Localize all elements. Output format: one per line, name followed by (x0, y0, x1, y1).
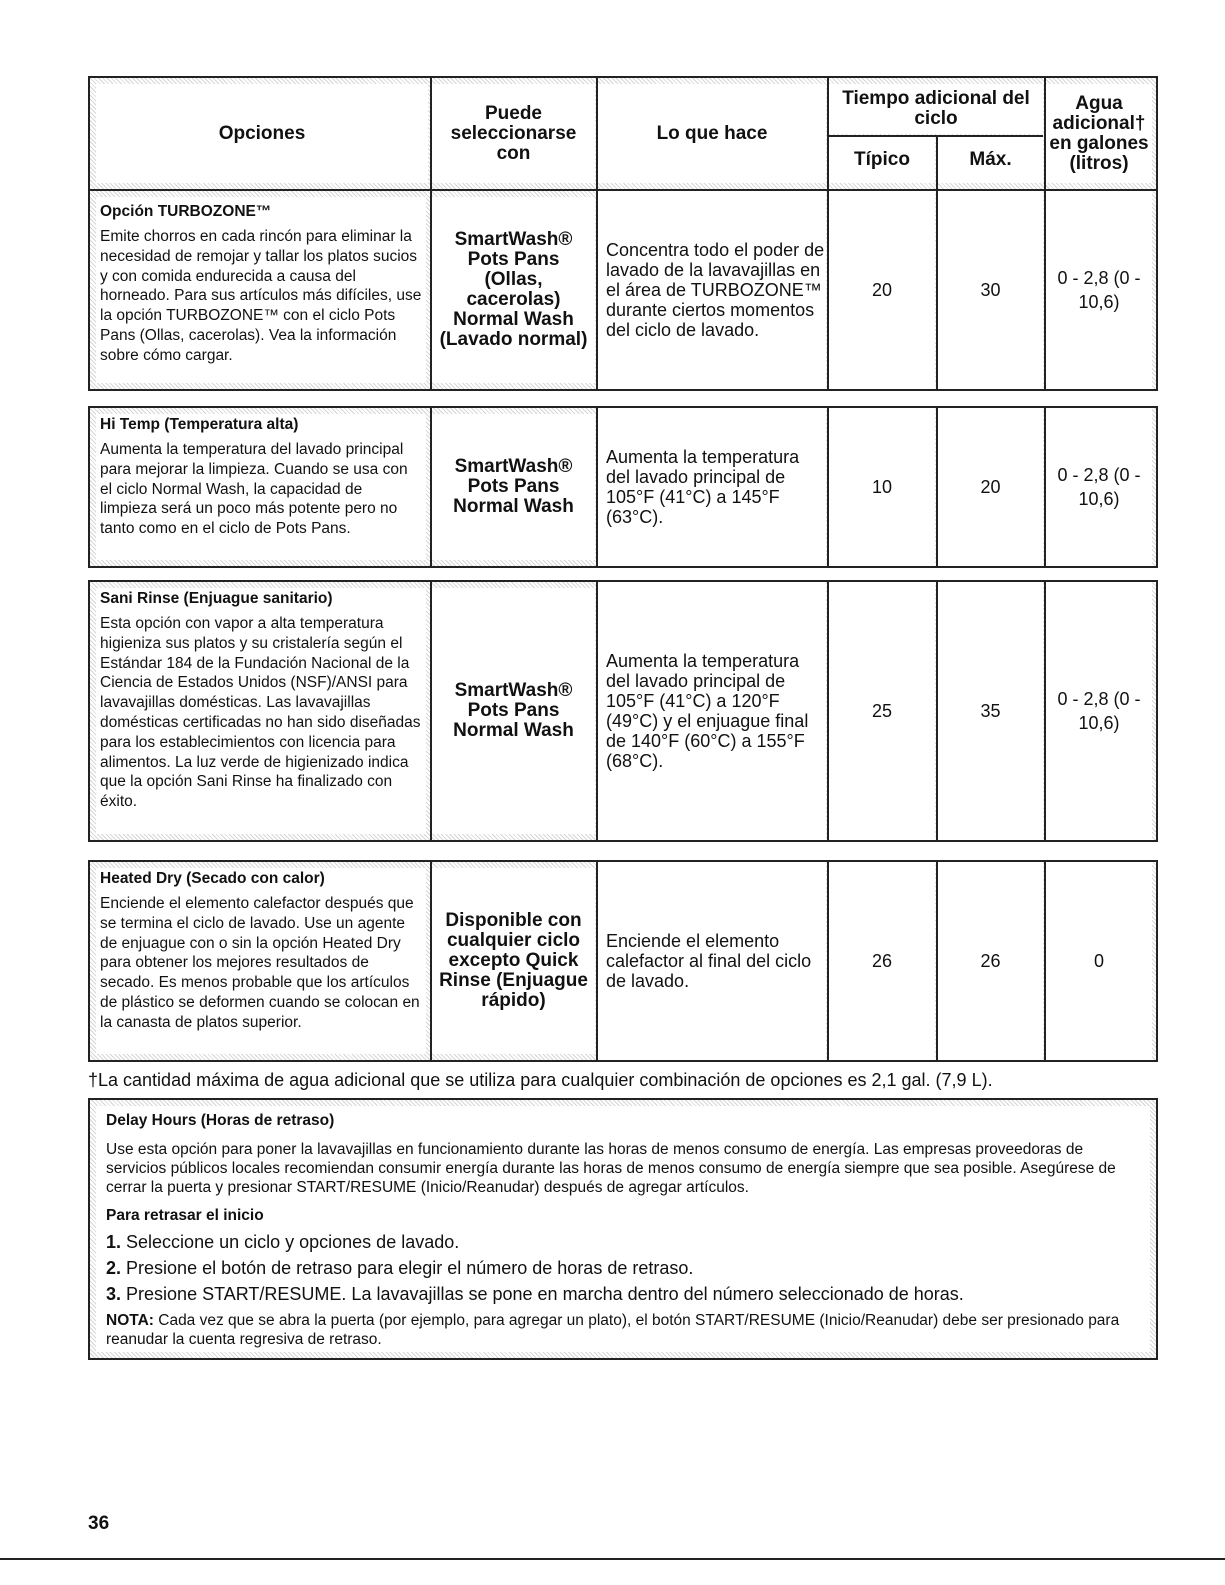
step-text: Presione el botón de retraso para elegir el número de horas de retraso. (126, 1258, 694, 1278)
delay-hours-title: Delay Hours (Horas de retraso) (106, 1112, 335, 1129)
header-options (96, 84, 428, 183)
option-description-cell (96, 197, 426, 383)
delay-start-subtitle: Para retrasar el inicio (106, 1207, 264, 1224)
selectable-with (432, 414, 595, 560)
header-time (829, 84, 1043, 134)
selectable-with-text: SmartWash® Pots Pans Normal Wash (453, 456, 574, 517)
option-row-hi-temp (88, 406, 1158, 568)
option-row-sani-rinse (88, 580, 1158, 842)
selectable-with (432, 197, 595, 383)
header-water (1046, 84, 1152, 183)
what-it-does-text: Aumenta la temperatura del lavado principal de 105°F (41°C) a 120°F (49°C) y el enjuague final de 140°F (60°C) a 155°F (68°C). (606, 651, 809, 771)
option-description-cell (96, 868, 426, 1054)
max-time (938, 862, 1043, 1060)
header-max-label: Máx. (969, 149, 1012, 170)
selectable-with (432, 588, 595, 834)
typical-time (829, 408, 935, 566)
option-description: Aumenta la temperatura del lavado principal para mejorar la limpieza. Cuando se usa con el ciclo Normal Wash, la capacidad de limpieza será un poco más potente pero no tanto como en el ciclo de Pots Pans. (100, 441, 408, 538)
max-time-value: 30 (980, 280, 1001, 300)
extra-water-value: 0 - 2,8 (0 - 10,6) (1057, 268, 1141, 312)
option-row-turbozone (88, 189, 1158, 391)
what-it-does (598, 862, 826, 1060)
extra-water-value: 0 - 2,8 (0 - 10,6) (1057, 689, 1141, 733)
note-text: Cada vez que se abra la puerta (por ejemplo, para agregar un plato), el botón START/RESUME (Inicio/Reanudar) debe ser presionado para reanudar la cuenta regresiva de retraso. (106, 1312, 1120, 1348)
typical-time (829, 862, 935, 1060)
step-number: 1. (106, 1232, 122, 1252)
delay-step-1 (106, 1229, 1140, 1255)
option-description-cell (96, 588, 426, 834)
selectable-with-text: SmartWash® Pots Pans Normal Wash (453, 680, 574, 741)
header-max (938, 137, 1043, 183)
typical-time (829, 191, 935, 389)
delay-note (106, 1311, 1140, 1349)
option-description: Emite chorros en cada rincón para eliminar la necesidad de remojar y tallar los platos sucios y con comida endurecida a causa del horneado. Para sus artículos más difíciles, use la opción TURBOZONE™ con el ciclo Pots Pans (Ollas, cacerolas). Vea la información sobre cómo cargar. (100, 228, 422, 364)
options-table-header (88, 76, 1158, 191)
step-number: 2. (106, 1258, 122, 1278)
header-does (598, 84, 826, 183)
header-with-label: Puede seleccionarse con (450, 102, 577, 164)
extra-water-value: 0 (1093, 951, 1104, 971)
header-typical (829, 137, 935, 183)
delay-hours-content (96, 1106, 1150, 1352)
typical-time-value: 20 (871, 280, 893, 300)
option-description-cell (96, 414, 426, 560)
delay-hours-section (88, 1098, 1158, 1360)
max-time (938, 191, 1043, 389)
option-title: Heated Dry (Secado con calor) (100, 870, 325, 887)
option-title: Sani Rinse (Enjuague sanitario) (100, 590, 333, 607)
page-number: 36 (88, 1513, 110, 1534)
delay-hours-description: Use esta opción para poner la lavavajillas en funcionamiento durante las horas de menos consumo de energía. Las empresas proveedoras de servicios públicos locales recomiendan consumir energía durante las horas de menos consumo de energía siempre que sea posible. Asegúrese de cerrar la puerta y presionar START/RESUME (Inicio/Reanudar) después de agregar artículos. (106, 1141, 1116, 1196)
extra-water (1046, 408, 1152, 566)
typical-time-value: 26 (871, 951, 893, 971)
header-does-label: Lo que hace (656, 122, 768, 144)
header-time-label: Tiempo adicional del ciclo (842, 88, 1030, 129)
what-it-does-text: Enciende el elemento calefactor al final del ciclo de lavado. (606, 931, 812, 991)
header-with (432, 84, 595, 183)
typical-time-value: 25 (871, 701, 893, 721)
header-options-label: Opciones (218, 122, 306, 144)
step-text: Seleccione un ciclo y opciones de lavado. (126, 1232, 460, 1252)
option-description: Enciende el elemento calefactor después que se termina el ciclo de lavado. Use un agente de enjuague con o sin la opción Heated Dry para obtener los mejores resultados de secado. Es menos probable que los artículos de plástico se deformen cuando se colocan en la canasta de platos superior. (100, 895, 420, 1031)
extra-water (1046, 862, 1152, 1060)
selectable-with (432, 868, 595, 1054)
delay-step-2 (106, 1255, 1140, 1281)
option-title: Hi Temp (Temperatura alta) (100, 416, 299, 433)
water-footnote: †La cantidad máxima de agua adicional que se utiliza para cualquier combinación de opciones es 2,1 gal. (7,9 L). (88, 1070, 993, 1090)
option-row-heated-dry (88, 860, 1158, 1062)
typical-time-value: 10 (871, 477, 893, 497)
selectable-with-text: Disponible con cualquier ciclo excepto Quick Rinse (Enjuague rápido) (439, 910, 588, 1011)
max-time-value: 26 (980, 951, 1001, 971)
what-it-does (598, 582, 826, 840)
page-bottom-rule (0, 1558, 1225, 1560)
note-label: NOTA: (106, 1312, 154, 1329)
selectable-with-text: SmartWash® Pots Pans (Ollas, cacerolas) Normal Wash (Lavado normal) (439, 229, 588, 350)
header-water-label: Agua adicional† en galones (litros) (1049, 92, 1149, 174)
header-typical-label: Típico (854, 149, 910, 170)
max-time (938, 408, 1043, 566)
typical-time (829, 582, 935, 840)
max-time (938, 582, 1043, 840)
delay-step-3 (106, 1281, 1140, 1307)
what-it-does-text: Concentra todo el poder de lavado de la lavavajillas en el área de TURBOZONE™ durante ciertos momentos del ciclo de lavado. (606, 240, 825, 340)
step-number: 3. (106, 1284, 122, 1304)
step-text: Presione START/RESUME. La lavavajillas se pone en marcha dentro del número seleccionado de horas. (126, 1284, 964, 1304)
what-it-does (598, 408, 826, 566)
extra-water-value: 0 - 2,8 (0 - 10,6) (1057, 465, 1141, 509)
what-it-does (598, 191, 826, 389)
extra-water (1046, 582, 1152, 840)
max-time-value: 35 (980, 701, 1001, 721)
option-title: Opción TURBOZONE™ (100, 203, 272, 220)
what-it-does-text: Aumenta la temperatura del lavado principal de 105°F (41°C) a 145°F (63°C). (606, 447, 800, 527)
option-description: Esta opción con vapor a alta temperatura higieniza sus platos y su cristalería según el Estándar 184 de la Fundación Nacional de la Ciencia de Estados Unidos (NSF)/ANSI para lavavajillas domésticas. Las lavavajillas domésticas certificadas no han sido diseñadas para los establecimientos con licencia para alimentos. La luz verde de higienizado indica que la opción Sani Rinse ha finalizado con éxito. (100, 615, 421, 811)
extra-water (1046, 191, 1152, 389)
max-time-value: 20 (980, 477, 1001, 497)
